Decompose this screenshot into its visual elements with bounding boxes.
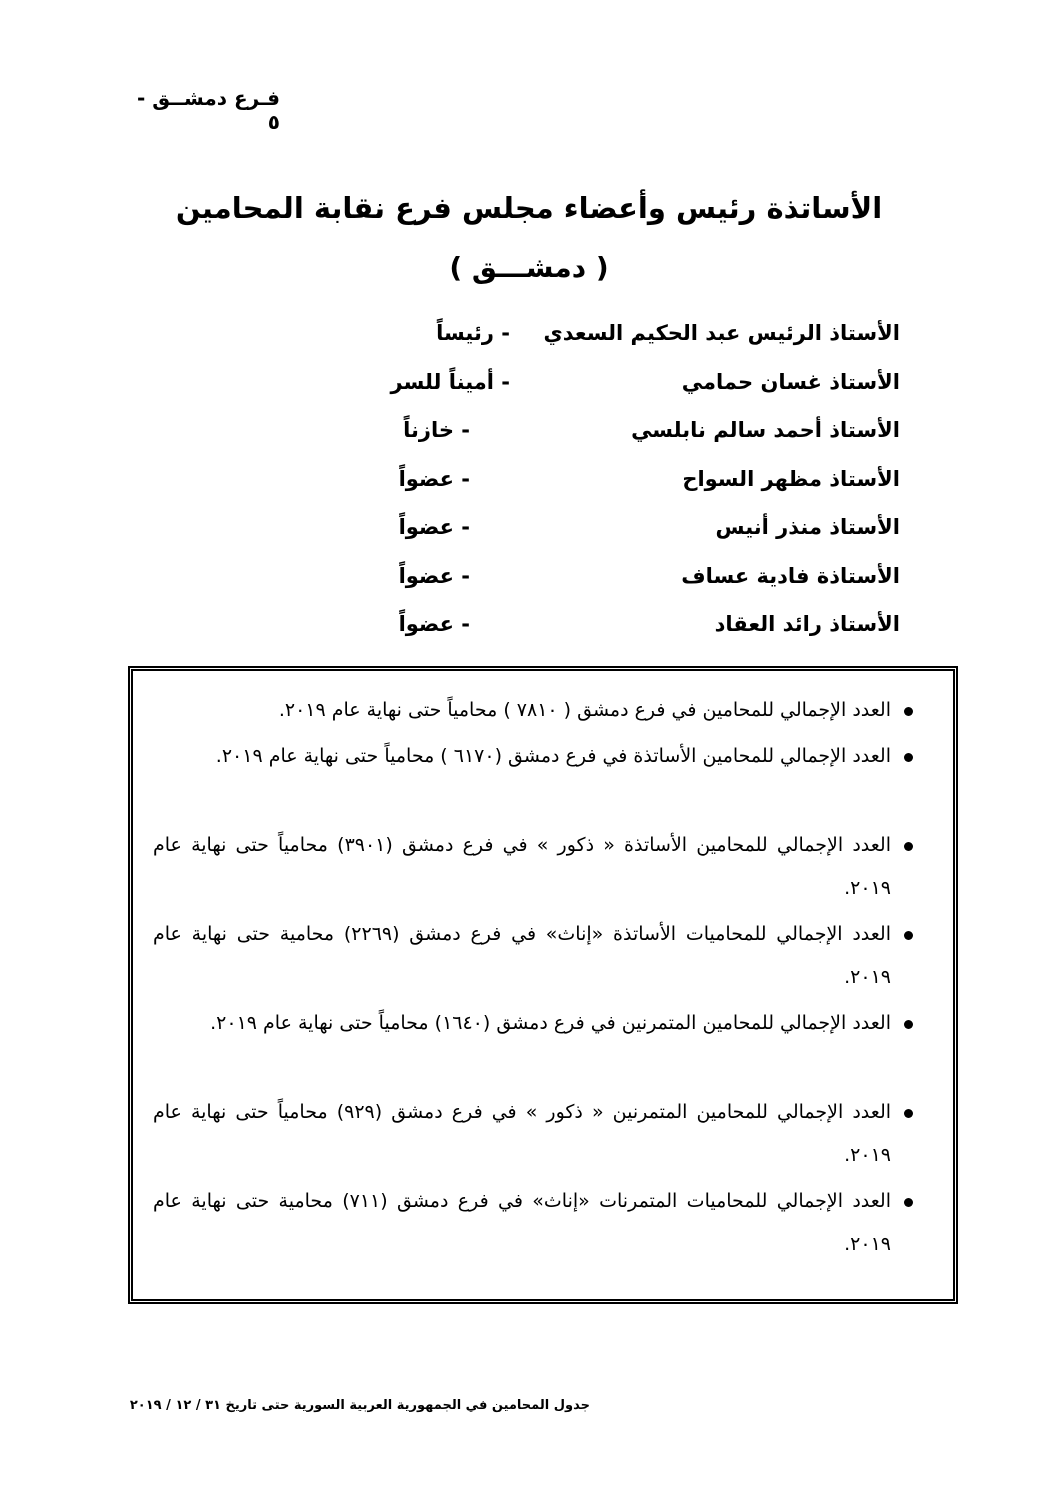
statistic-item xyxy=(153,1002,913,1091)
bullet-icon xyxy=(904,753,913,762)
statistic-text: العدد الإجمالي للمحاميات المتمرنات «إناث» في فرع دمشق (٧١١) محامية حتى نهاية عام ٢٠١٩. xyxy=(153,1190,891,1255)
member-role: - عضواً xyxy=(398,515,470,539)
member-role: - رئيساً xyxy=(436,321,510,345)
bullet-icon xyxy=(904,931,913,940)
member-role: - خازناً xyxy=(403,418,470,442)
council-members-list xyxy=(190,316,900,656)
statistic-text: العدد الإجمالي للمحامين في فرع دمشق ( ٧٨١٠ ) محامياً حتى نهاية عام ٢٠١٩. xyxy=(278,699,891,721)
page-header-branch: فـرع دمشــق - ٥ xyxy=(137,86,280,134)
statistic-text: العدد الإجمالي للمحامين الأساتذة « ذكور » في فرع دمشق (٣٩٠١) محامياً حتى نهاية عام ٢٠١٩. xyxy=(153,834,891,899)
bullet-icon xyxy=(904,842,913,851)
bullet-icon xyxy=(904,1198,913,1207)
member-row xyxy=(190,462,900,511)
statistic-text: العدد الإجمالي للمحامين المتمرنين « ذكور » في فرع دمشق (٩٢٩) محامياً حتى نهاية عام ٢٠١٩. xyxy=(153,1101,892,1166)
member-name: الأستاذ غسان حمامي xyxy=(681,369,900,394)
member-row xyxy=(190,607,900,656)
statistics-list xyxy=(153,689,913,1269)
member-role: - عضواً xyxy=(398,466,470,491)
member-row xyxy=(190,365,900,414)
bullet-icon xyxy=(904,1020,913,1029)
statistics-box xyxy=(128,666,958,1304)
member-name: الأستاذ الرئيس عبد الحكيم السعدي xyxy=(543,321,900,345)
statistic-text: العدد الإجمالي للمحاميات الأساتذة «إناث» في فرع دمشق (٢٢٦٩) محامية حتى نهاية عام ٢٠١٩. xyxy=(153,923,891,988)
member-row xyxy=(190,413,900,462)
member-row xyxy=(190,316,900,365)
statistic-text: العدد الإجمالي للمحامين الأساتذة في فرع دمشق (٦١٧٠ ) محامياً حتى نهاية عام ٢٠١٩. xyxy=(215,745,891,767)
statistic-item xyxy=(153,913,913,1002)
member-row xyxy=(190,510,900,559)
member-row xyxy=(190,559,900,608)
member-role: - عضواً xyxy=(398,612,470,636)
page-footer: جدول المحامين في الجمهورية العربية السورية حتى تاريخ ٣١ / ١٢ / ٢٠١٩ xyxy=(129,1398,590,1413)
statistic-item xyxy=(153,824,913,913)
statistic-item xyxy=(153,689,913,735)
statistic-item xyxy=(153,735,913,824)
member-role: - أميناً للسر xyxy=(390,369,510,394)
member-name: الأستاذ مظهر السواح xyxy=(682,466,900,491)
bullet-icon xyxy=(904,707,913,716)
document-title: الأساتذة رئيس وأعضاء مجلس فرع نقابة المحامين xyxy=(175,191,883,225)
member-role: - عضواً xyxy=(398,563,470,588)
statistic-item xyxy=(153,1180,913,1269)
member-name: الأستاذ رائد العقاد xyxy=(714,612,900,636)
statistic-item xyxy=(153,1091,913,1180)
member-name: الأستاذة فادية عساف xyxy=(681,563,900,588)
bullet-icon xyxy=(904,1109,913,1118)
document-subtitle: ( دمشـــق ) xyxy=(449,251,609,284)
member-name: الأستاذ منذر أنيس xyxy=(715,515,900,539)
member-name: الأستاذ أحمد سالم نابلسي xyxy=(631,418,900,442)
statistic-text: العدد الإجمالي للمحامين المتمرنين في فرع دمشق (١٦٤٠) محامياً حتى نهاية عام ٢٠١٩. xyxy=(210,1012,891,1034)
